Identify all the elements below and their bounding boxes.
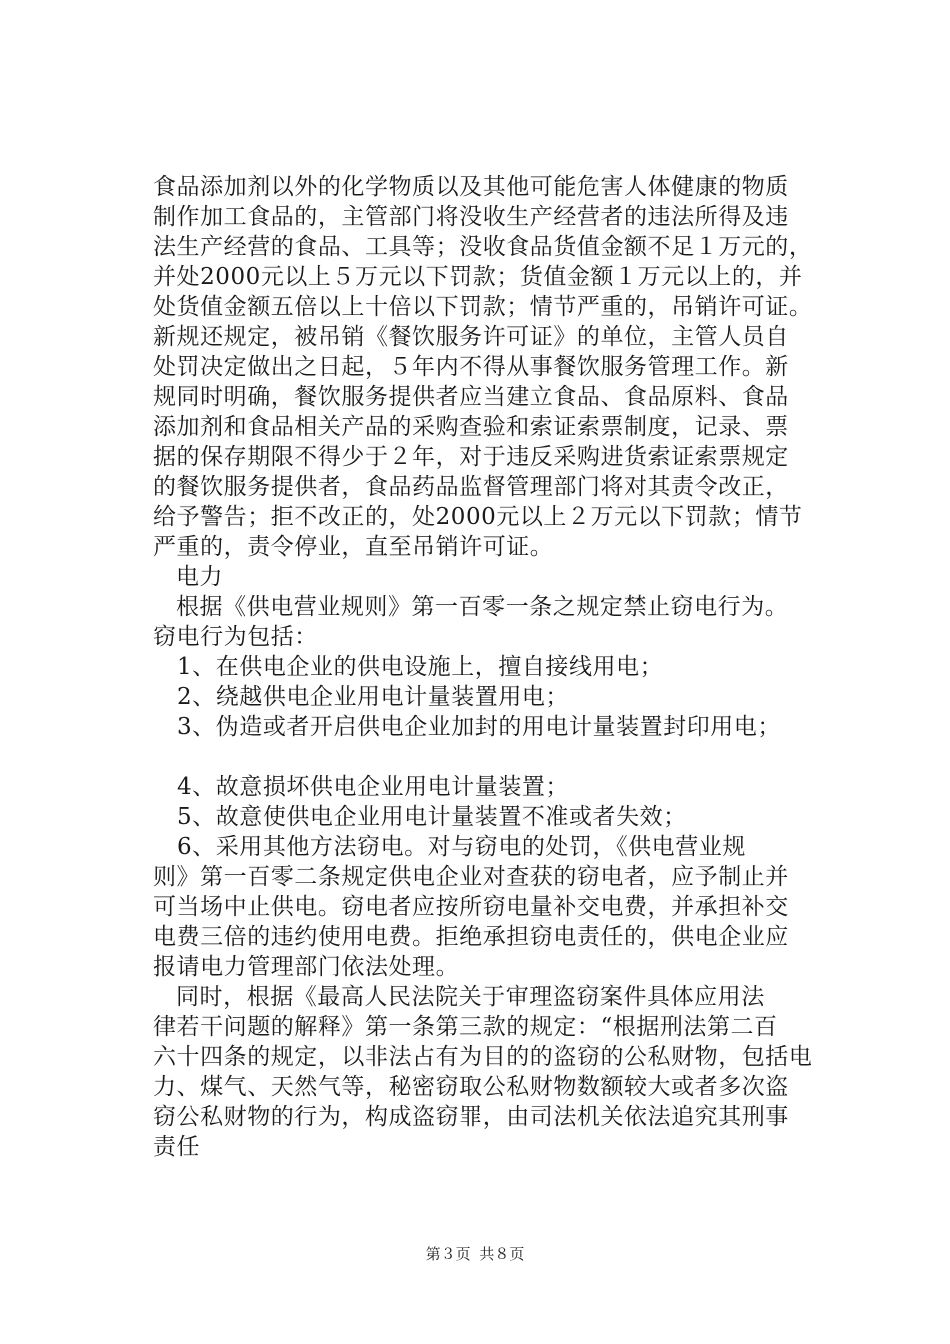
paragraph-line: 处货值金额五倍以上十倍以下罚款；情节严重的，吊销许可证。 bbox=[153, 294, 813, 320]
blank-line bbox=[153, 742, 853, 772]
paragraph-line: 力、煤气、天然气等，秘密窃取公私财物数额较大或者多次盗 bbox=[153, 1074, 789, 1100]
paragraph-line: 律若干问题的解释》第一条第三款的规定：“根据刑法第二百 bbox=[153, 1014, 778, 1040]
paragraph-line: 则》第一百零二条规定供电企业对查获的窃电者，应予制止并 bbox=[153, 864, 789, 890]
paragraph-line: 制作加工食品的，主管部门将没收生产经营者的违法所得及违 bbox=[153, 204, 789, 230]
paragraph-line: 同时，根据《最高人民法院关于审理盗窃案件具体应用法 bbox=[176, 984, 765, 1010]
list-item: 3、伪造或者开启供电企业加封的用电计量装置封印用电； bbox=[177, 714, 781, 740]
paragraph-line: 规同时明确，餐饮服务提供者应当建立食品、食品原料、食品 bbox=[153, 384, 789, 410]
list-item: 4、故意损坏供电企业用电计量装置； bbox=[177, 774, 569, 800]
paragraph-line: 报请电力管理部门依法处理。 bbox=[153, 954, 460, 980]
list-item: 2、绕越供电企业用电计量装置用电； bbox=[177, 684, 569, 710]
paragraph-line: 窃电行为包括： bbox=[153, 624, 318, 650]
list-item: 5、故意使供电企业用电计量装置不准或者失效； bbox=[177, 804, 687, 830]
paragraph-line: 可当场中止供电。窃电者应按所窃电量补交电费，并承担补交 bbox=[153, 894, 789, 920]
paragraph-line: 并处2000元以上５万元以下罚款；货值金额１万元以上的，并 bbox=[153, 264, 803, 290]
paragraph-line: 处罚决定做出之日起，５年内不得从事餐饮服务管理工作。新 bbox=[153, 354, 789, 380]
paragraph-line: 给予警告；拒不改正的，处2000元以上２万元以下罚款；情节 bbox=[153, 504, 803, 530]
paragraph-line: 食品添加剂以外的化学物质以及其他可能危害人体健康的物质 bbox=[153, 174, 789, 200]
paragraph-line: 严重的，责令停业，直至吊销许可证。 bbox=[153, 534, 554, 560]
paragraph-line: 的餐饮服务提供者，食品药品监督管理部门将对其责令改正， bbox=[153, 474, 789, 500]
list-item: 1、在供电企业的供电设施上，擅自接线用电； bbox=[177, 654, 664, 680]
section-heading-electricity: 电力 bbox=[176, 564, 224, 590]
total-pages: 共８页 bbox=[479, 1245, 525, 1263]
page-footer bbox=[0, 1244, 950, 1264]
paragraph-line: 责任 bbox=[153, 1134, 201, 1160]
page-number: 第３页 bbox=[425, 1245, 471, 1263]
paragraph-line: 新规还规定，被吊销《餐饮服务许可证》的单位，主管人员自 bbox=[153, 324, 789, 350]
paragraph-line: 电费三倍的违约使用电费。拒绝承担窃电责任的，供电企业应 bbox=[153, 924, 789, 950]
paragraph-line: 添加剂和食品相关产品的采购查验和索证索票制度，记录、票 bbox=[153, 414, 789, 440]
list-item: 6、采用其他方法窃电。对与窃电的处罚，《供电营业规 bbox=[177, 834, 746, 860]
paragraph-line: 窃公私财物的行为，构成盗窃罪，由司法机关依法追究其刑事 bbox=[153, 1104, 789, 1130]
paragraph-line: 法生产经营的食品、工具等；没收食品货值金额不足１万元的， bbox=[153, 234, 813, 260]
paragraph-line: 据的保存期限不得少于２年，对于违反采购进货索证索票规定 bbox=[153, 444, 789, 470]
paragraph-line: 六十四条的规定，以非法占有为目的的盗窃的公私财物，包括电 bbox=[153, 1044, 813, 1070]
paragraph-line: 根据《供电营业规则》第一百零一条之规定禁止窃电行为。 bbox=[176, 594, 789, 620]
document-body bbox=[153, 172, 853, 1162]
